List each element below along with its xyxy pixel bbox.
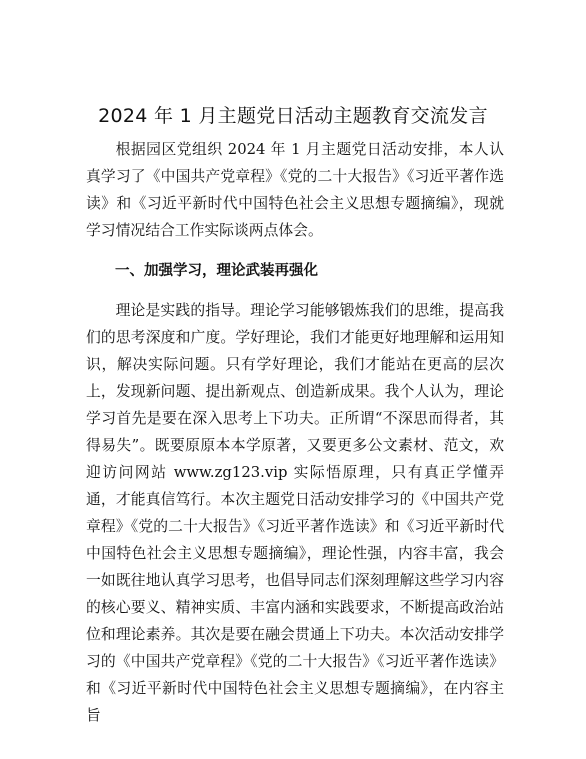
intro-paragraph: 根据园区党组织 2024 年 1 月主题党日活动安排，本人认真学习了《中国共产党章程》《党的二十大报告》《习近平著作选读》和《习近平新时代中国特色社会主义思想专题摘编》，现就学习情况结合工作实际谈两点体会。 <box>86 141 504 239</box>
document-body <box>86 136 504 729</box>
section-heading: 一、加强学习，理论武装再强化 <box>115 263 318 279</box>
document-title: 2024 年 1 月主题党日活动主题教育交流发言 <box>98 105 488 127</box>
body-paragraph: 理论是实践的指导。理论学习能够锻炼我们的思维，提高我们的思考深度和广度。学好理论，我们才能更好地理解和运用知识，解决实际问题。只有学好理论，我们才能站在更高的层次上，发现新问题、提出新观点、创造新成果。我个人认为，理论学习首先是要在深入思考上下功夫。正所谓“不深思而得者，其得易失”。既要原原本本学原著，又要更多公文素材、范文，欢迎访问网站 www.zg123.vip 实际悟原理，只有真正学懂弄通，才能真信笃行。本次主题党日活动安排学习的《中国共产党章程》《党的二十大报告》《习近平著作选读》和《习近平新时代中国特色社会主义思想专题摘编》，理论性强，内容丰富，我会一如既往地认真学习思考，也倡导同志们深刻理解这些学习内容的核心要义、精神实质、丰富内涵和实践要求，不断提高政治站位和理论素养。其次是要在融会贯通上下功夫。本次活动安排学习的《中国共产党章程》《党的二十大报告》《习近平著作选读》和《习近平新时代中国特色社会主义思想专题摘编》，在内容主旨 <box>86 302 504 724</box>
